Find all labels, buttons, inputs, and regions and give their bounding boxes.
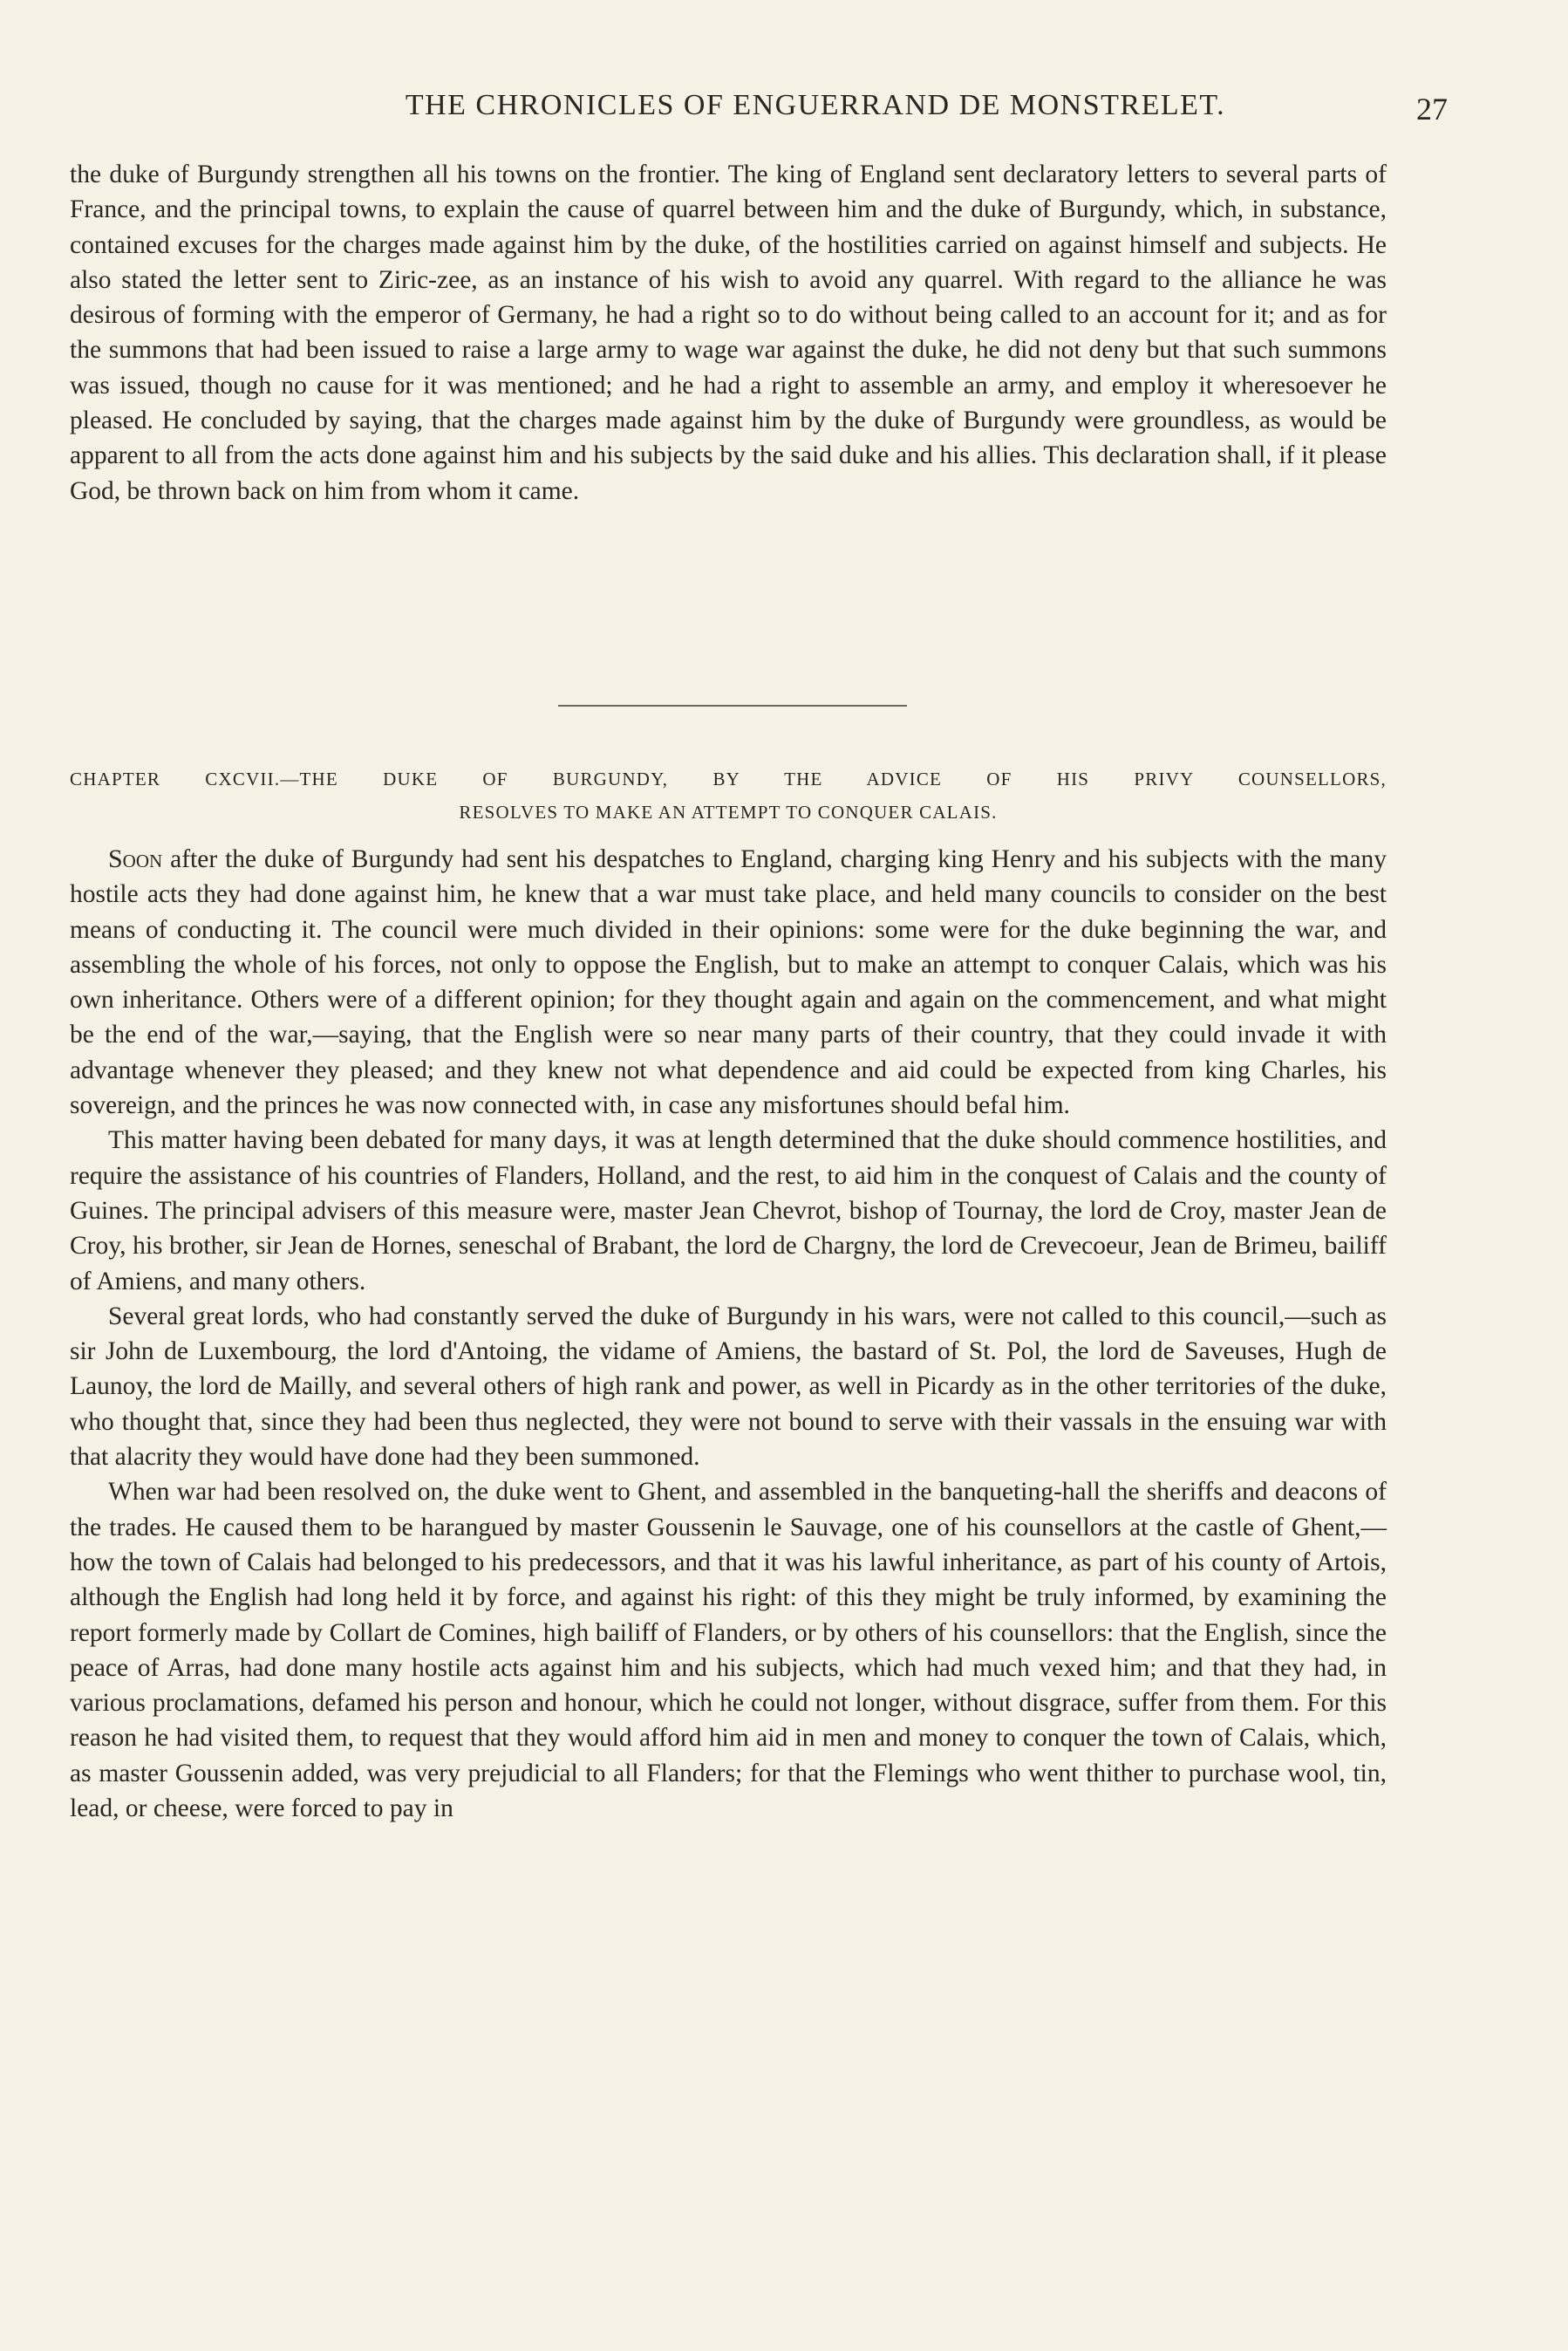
chapter-paragraph-2: This matter having been debated for many days, it was at length determined that the duke should commence hostilities, and require the assistance of his countries of Flanders, Holland, and the rest, to aid him in the conquest of Calais and the county of Guines. The principal advisers of this measure were, master Jean Chevrot, bishop of Tournay, the lord de Croy, master Jean de Croy, his brother, sir Jean de Hornes, seneschal of Brabant, the lord de Chargny, the lord de Crevecoeur, Jean de Brimeu, bailiff of Amiens, and many others.	[70, 1126, 1387, 1295]
page-number: 27	[1416, 92, 1448, 126]
continuation-text	[70, 157, 1387, 509]
chapter-paragraph-1	[70, 842, 1387, 1123]
chapter-first-word: Soon	[108, 844, 163, 873]
section-divider	[558, 705, 907, 707]
chapter-body	[70, 842, 1387, 1826]
running-title: THE CHRONICLES OF ENGUERRAND DE MONSTRELET.	[405, 89, 1226, 121]
running-head	[235, 89, 1448, 133]
chapter-heading-line-1: CHAPTER CXCVII.—THE DUKE OF BURGUNDY, BY THE ADVICE OF HIS PRIVY COUNSELLORS,	[70, 769, 1387, 789]
chapter-paragraph-3: Several great lords, who had constantly served the duke of Burgundy in his wars, were not called to this council,—such as sir John de Luxembourg, the lord d'Antoing, the vidame of Amiens, the bastard of St. Pol, the lord de Saveuses, Hugh de Launoy, the lord de Mailly, and several others of high rank and power, as well in Picardy as in the other territories of the duke, who thought that, since they had been thus neglected, they were not bound to serve with their vassals in the ensuing war with that alacrity they would have done had they been summoned.	[70, 1302, 1387, 1472]
chapter-paragraph-4: When war had been resolved on, the duke went to Ghent, and assembled in the banqueting-hall the sheriffs and deacons of the trades. He caused them to be harangued by master Goussenin le Sauvage, one of his counsellors at the castle of Ghent,—how the town of Calais had belonged to his predecessors, and that it was his lawful inheritance, as part of his county of Artois, although the English had long held it by force, and against his right: of this they might be truly informed, by examining the report formerly made by Collart de Comines, high bailiff of Flanders, or by others of his counsellors: that the English, since the peace of Arras, had done many hostile acts against him and his subjects, which had much vexed him; and that they had, in various proclamations, defamed his person and honour, which he could not longer, without disgrace, suffer from them. For this reason he had visited them, to request that they would afford him aid in men and money to conquer the town of Calais, which, as master Goussenin added, was very prejudicial to all Flanders; for that the Flemings who went thither to purchase wool, tin, lead, or cheese, were forced to pay in	[70, 1478, 1387, 1823]
chapter-heading-line-2: RESOLVES TO MAKE AN ATTEMPT TO CONQUER CALAIS.	[459, 802, 998, 823]
chapter-heading	[70, 762, 1387, 829]
continuation-paragraph: the duke of Burgundy strengthen all his towns on the frontier. The king of England sent declaratory letters to several parts of France, and the principal towns, to explain the cause of quarrel between him and the duke of Burgundy, which, in substance, contained excuses for the charges made against him by the duke, of the hostilities carried on against himself and subjects. He also stated the letter sent to Ziric-zee, as an instance of his wish to avoid any quarrel. With regard to the alliance he was desirous of forming with the emperor of Germany, he had a right so to do without being called to an account for it; and as for the summons that had been issued to raise a large army to wage war against the duke, he did not deny but that such summons was issued, though no cause for it was mentioned; and he had a right to assemble an army, and employ it wheresoever he pleased. He concluded by saying, that the charges made against him by the duke of Burgundy were groundless, as would be apparent to all from the acts done against him and his subjects by the said duke and his allies. This declaration shall, if it please God, be thrown back on him from whom it came.	[70, 161, 1387, 505]
chapter-paragraph-1-text: after the duke of Burgundy had sent his despatches to England, charging king Henry and his subjects with the many hostile acts they had done against him, he knew that a war must take place, and held many councils to consider on the best means of conducting it. The council were much divided in their opinions: some were for the duke beginning the war, and assembling the whole of his forces, not only to oppose the English, but to make an attempt to conquer Calais, which was his own inheritance. Others were of a different opinion; for they thought again and again on the commencement, and what might be the end of the war,—saying, that the English were so near many parts of their country, that they could invade it with advantage whenever they pleased; and they knew not what dependence and aid could be expected from king Charles, his sovereign, and the princes he was now connected with, in case any misfortunes should befal him.	[70, 845, 1387, 1120]
